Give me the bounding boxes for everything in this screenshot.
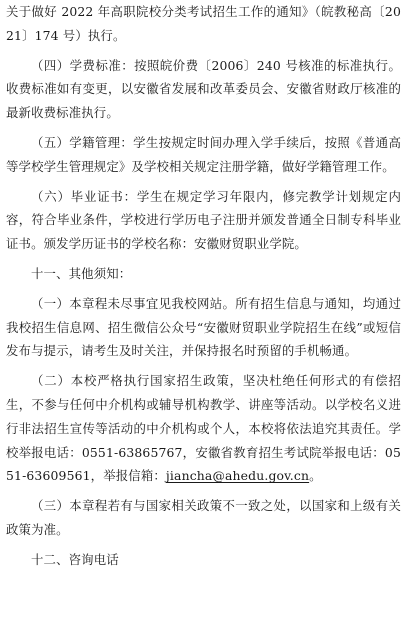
section-heading-consult-phone: 十二、咨询电话 <box>31 551 119 567</box>
paragraph-website-notice: （一）本章程未尽事宜见我校网站。所有招生信息与通知，均通过我校招生信息网、招生微信公众号“安徽财贸职业学院招生在线”或短信发布与提示，请考生及时关注，并保持报名时预留的手机畅通。 <box>6 295 401 359</box>
paragraph-enrollment-policy <box>6 369 401 488</box>
paragraph-policy-precedence: （三）本章程若有与国家相关政策不一致之处，以国家和上级有关政策为准。 <box>6 498 401 537</box>
report-email-link[interactable]: jiancha@ahedu.gov.cn <box>165 468 310 484</box>
section-heading-other-notes: 十一、其他须知： <box>31 265 132 281</box>
paragraph-student-status: （五）学籍管理：学生按规定时间办理入学手续后，按照《普通高等学校学生管理规定》及学校相关规定注册学籍，做好学籍管理工作。 <box>6 134 401 174</box>
paragraph-graduation-certificate: （六）毕业证书：学生在规定学习年限内，修完教学计划规定内容，符合毕业条件，学校进行学历电子注册并颁发普通全日制专科毕业证书。颁发学历证书的学校名称：安徽财贸职业学院。 <box>6 188 401 252</box>
paragraph-intro: 关于做好 2022 年高职院校分类考试招生工作的通知》（皖教秘高〔2021〕174 号）执行。 <box>6 4 401 43</box>
paragraph-fee-standard: （四）学费标准：按照皖价费〔2006〕240 号核准的标准执行。收费标准如有变更，以安徽省发展和改革委员会、安徽省财政厅核准的最新收费标准执行。 <box>6 57 401 121</box>
policy-text: （二）本校严格执行国家招生政策，坚决杜绝任何形式的有偿招生，不参与任何中介机构或辅导机构教学、讲座等活动。以学校名义进行非法招生宣传等活动的中介机构或个人，本校将依法追究其责任。学校举报电话：0551-63865767，安徽省教育招生考试院举报电话：0551-63609561，举报信箱： <box>6 373 401 484</box>
policy-text-end: 。 <box>309 468 322 484</box>
